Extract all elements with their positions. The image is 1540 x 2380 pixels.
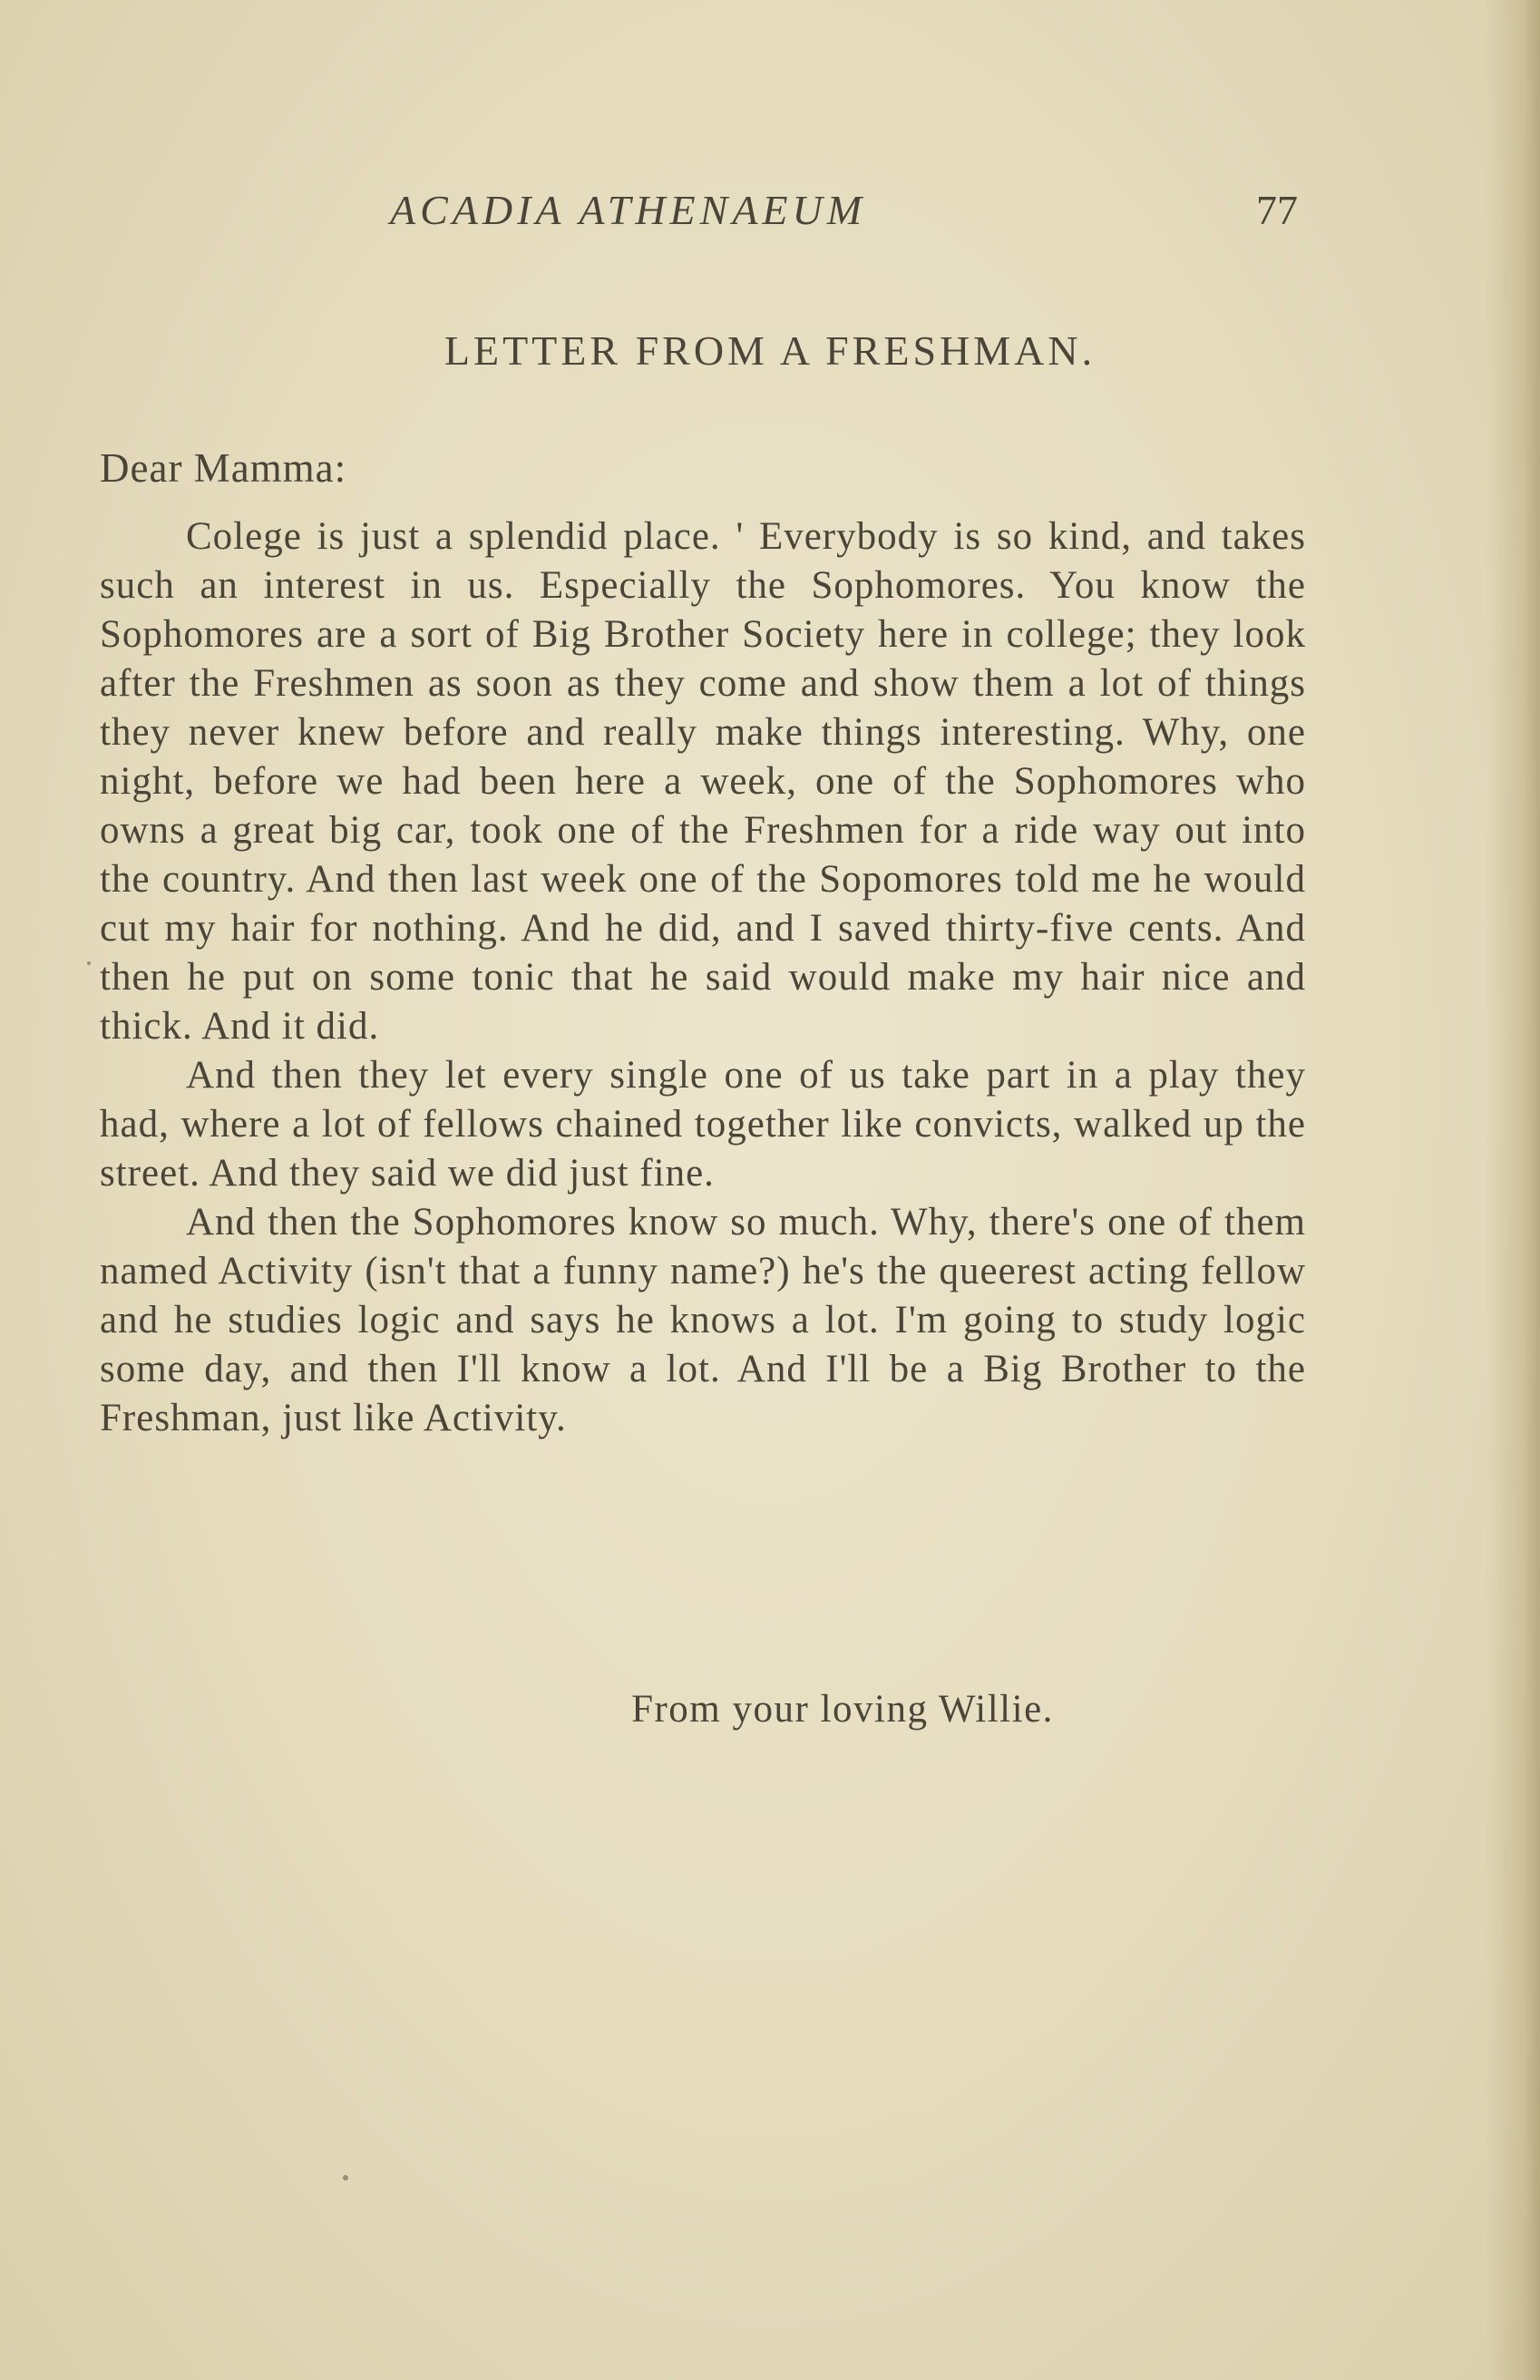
article-title: LETTER FROM A FRESHMAN. (443, 327, 1097, 374)
page-number: 77 (1256, 187, 1298, 233)
signature: From your loving Willie. (631, 1688, 1054, 1731)
paragraph: And then they let every single one of us take part in a play they had, where a lot of fellows chained together like convicts, walked up the street. And they said we did just fine. (100, 1054, 1306, 1195)
running-title: ACADIA ATHENAEUM (390, 187, 867, 233)
paragraph: Colege is just a splendid place. ' Everybody is so kind, and takes such an interest in us. Especially the Sophomores. You know the Sophomores are a sort of Big Brother Society here in college; they look after the Freshmen as soon as they come and show them a lot of things they never knew before and really make things interesting. Why, one night, before we had been here a week, one of the Sophomores who owns a great big car, took one of the Freshmen for a ride way out into the country. And then last week one of the Sopomores told me he would cut my hair for nothing. And he did, and I saved thirty-five cents. And then he put on some tonic that he said would make my hair nice and thick. And it did. (100, 515, 1306, 1048)
paragraph: And then the Sophomores know so much. Why, there's one of them named Activity (isn't that a funny name?) he's the queerest acting fellow and he studies logic and says he knows a lot. I'm going to study logic some day, and then I'll know a lot. And I'll be a Big Brother to the Freshman, just like Activity. (100, 1201, 1306, 1439)
paper-speck (343, 2175, 348, 2180)
letter-body (100, 512, 1306, 1443)
salutation: Dear Mamma: (100, 445, 347, 491)
running-header (0, 186, 1540, 240)
paper-speck (87, 961, 91, 965)
